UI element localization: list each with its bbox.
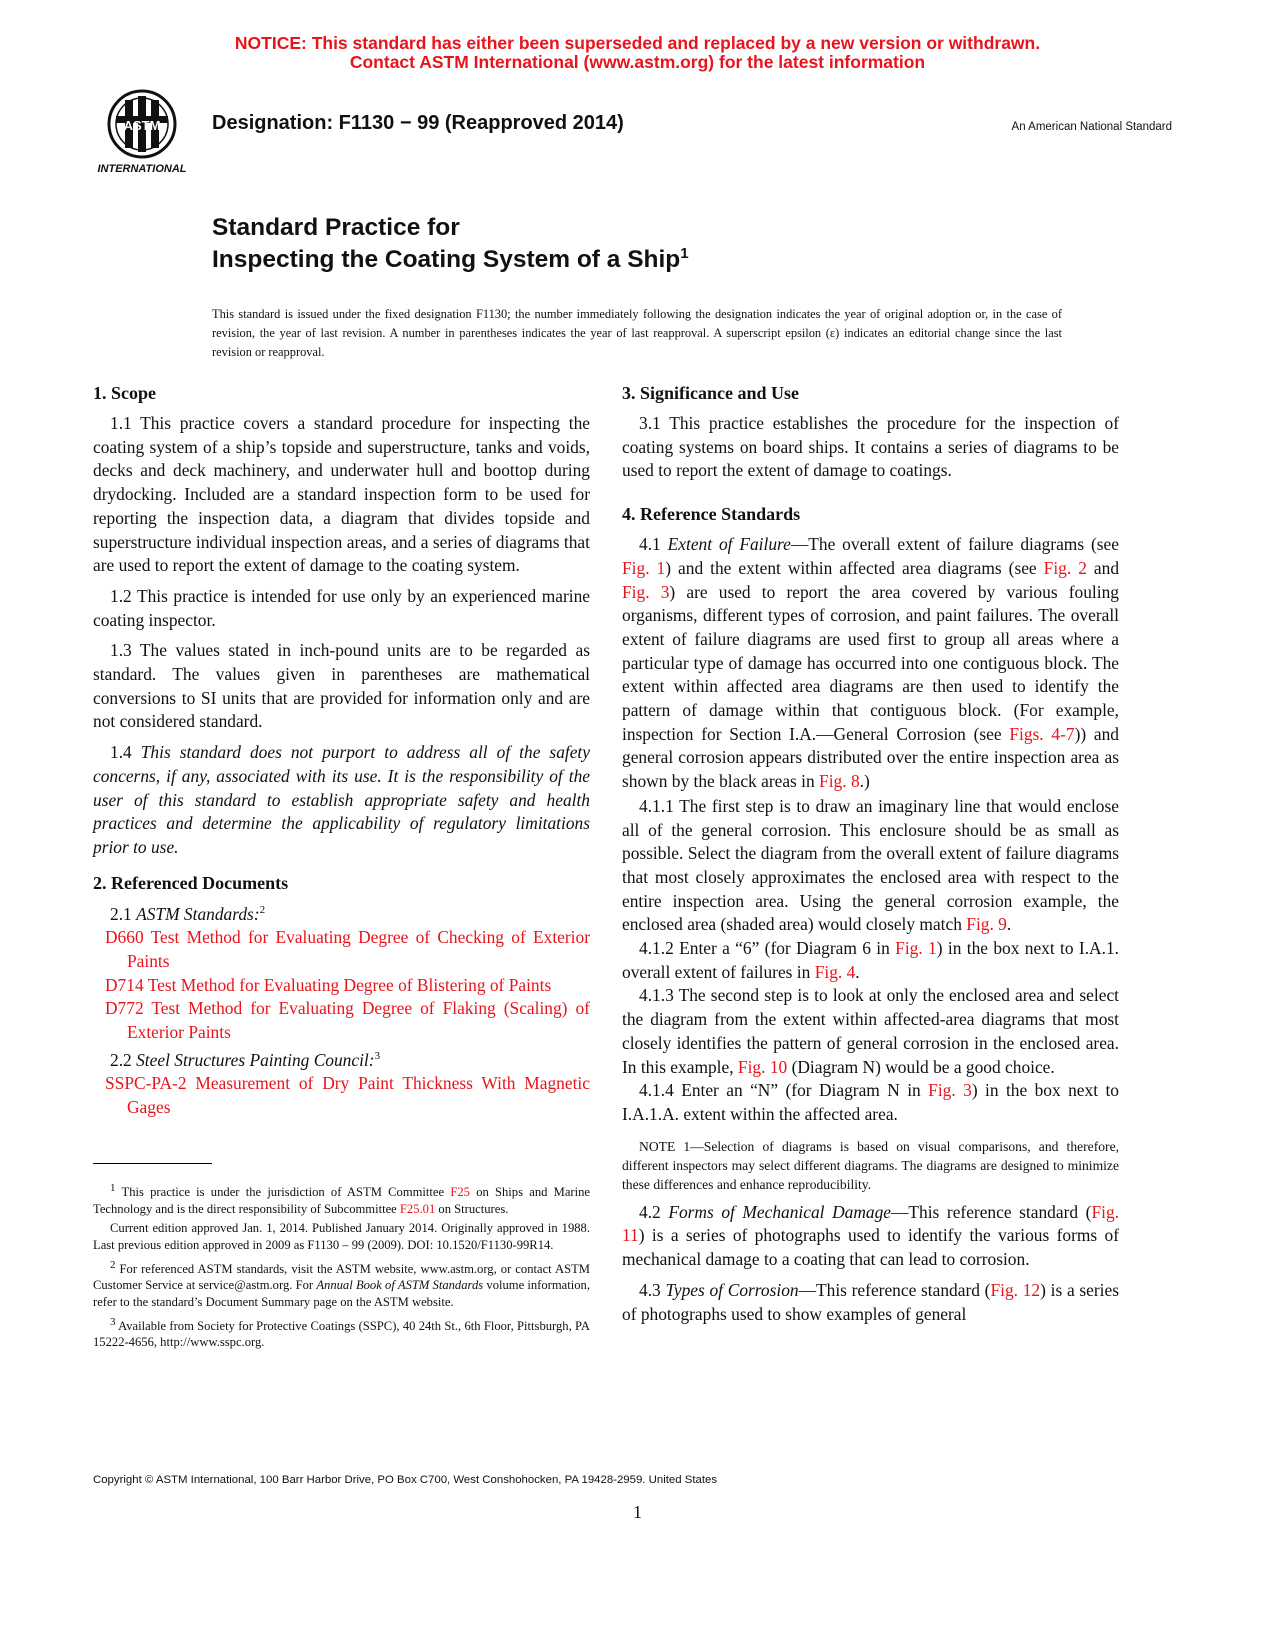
preamble: This standard is issued under the fixed designation F1130; the number immediately following the designation indicates the year of original adoption or, in the case of revision, the year of last revision. A number in parentheses indicates the year of last reapproval. A superscript epsilon (ε) indicates an editorial change since the last revision or reapproval. (212, 307, 1062, 359)
sspc-label: 2.2 Steel Structures Painting Council:$^3$ (110, 1049, 381, 1070)
copyright: Copyright © ASTM International, 100 Barr Harbor Drive, PO Box C700, West Conshohocken, PA 19428-2959. United States (93, 1474, 718, 1486)
fig-12-link[interactable]: Fig. 12 (990, 1279, 1041, 1300)
footnote-3: $^3$ Available from Society for Protective Coatings (SSPC), 40 24th St., 6th Floor, Pittsburgh, PA 15222-4656, http://www.sspc.org. (93, 1315, 590, 1350)
para-4-1-2: 4.1.2 Enter a “6” (for Diagram 6 in Fig. 1) in the box next to I.A.1. overall extent of failures in Fig. 4. (622, 938, 1119, 982)
ref-sspc-pa-2: SSPC-PA-2 Measurement of Dry Paint Thickness With Magnetic Gages (105, 1073, 590, 1117)
ref-d714-link[interactable]: D714 (105, 974, 144, 995)
american-national-standard-label: An American National Standard (1011, 121, 1172, 133)
para-4-3: 4.3 Types of Corrosion—This reference standard (Fig. 12) is a series of photographs used to show examples of general (622, 1279, 1119, 1324)
ref-d660-link[interactable]: D660 (105, 927, 144, 948)
section-2-heading: 2. Referenced Documents (93, 872, 289, 893)
document-title (212, 212, 689, 276)
para-4-2: 4.2 Forms of Mechanical Damage—This reference standard (Fig. 11) is a series of photographs used to identify the various forms of mechanical damage to a coating that can lead to corrosion. (622, 1201, 1119, 1270)
fig-4-link[interactable]: Fig. 4 (814, 961, 856, 982)
figs-4-7-link[interactable]: Figs. 4-7 (1009, 723, 1075, 744)
ref-d714: D714 Test Method for Evaluating Degree of Blistering of Paints (105, 974, 552, 995)
f25-link[interactable]: F25 (450, 1185, 470, 1200)
fig-3-link[interactable]: Fig. 3 (622, 581, 670, 602)
withdrawal-notice (0, 34, 1275, 72)
designation: Designation: F1130 − 99 (Reapproved 2014) (212, 112, 624, 134)
fig-1-link[interactable]: Fig. 1 (622, 557, 666, 578)
para-1-4: 1.4 This standard does not purport to address all of the safety concerns, if any, associated with its use. It is the responsibility of the user of this standard to establish appropriate safety and health practices and determine the applicability of regulatory limitations prior to use. (93, 742, 590, 857)
footnote-2: $^2$ For referenced ASTM standards, visit the ASTM website, www.astm.org, or contact ASTM Customer Service at service@astm.org. For Annual Book of ASTM Standards volume information, refer to the standard’s Document Summary page on the ASTM website. (93, 1258, 590, 1309)
astm-logo-icon (92, 86, 202, 182)
para-1-3: 1.3 The values stated in inch-pound units are to be regarded as standard. The values given in parentheses are mathematical conversions to SI units that are provided for information only and are not considered standard. (93, 640, 590, 732)
ref-d772: D772 Test Method for Evaluating Degree of Flaking (Scaling) of Exterior Paints (105, 998, 590, 1042)
fig-11-link[interactable]: Fig. 11 (622, 1201, 1119, 1246)
section-1-heading: 1. Scope (93, 383, 156, 403)
footnote-1: $^1$ This practice is under the jurisdiction of ASTM Committee F25 on Ships and Marine Technology and is the direct responsibility of Subcommittee F25.01 on Structures. (93, 1182, 590, 1216)
page-number: 1 (633, 1502, 642, 1522)
fig-8-link[interactable]: Fig. 8 (819, 771, 860, 792)
left-column (93, 383, 590, 1120)
notice-line-1: NOTICE: This standard has either been superseded and replaced by a new version or withdrawn. (234, 33, 1041, 53)
title-line-1: Standard Practice for (212, 214, 460, 241)
section-4-heading: 4. Reference Standards (622, 504, 801, 525)
ref-sspc-link[interactable]: SSPC-PA-2 (105, 1073, 187, 1094)
footnote-divider (93, 1163, 212, 1164)
footnote-1-edition: Current edition approved Jan. 1, 2014. Published January 2014. Originally approved in 1988. Last previous edition approved in 2009 as F1130 – 99 (2009). DOI: 10.1520/F1130-99R14. (93, 1221, 590, 1252)
section-3-heading: 3. Significance and Use (622, 383, 800, 403)
para-1-1: 1.1 This practice covers a standard procedure for inspecting the coating system of a ship’s topside and superstructure, tanks and voids, decks and deck machinery, and underwater hull and boottop during drydocking. Included are a standard inspection form to be used for reporting the inspection data, a diagram that divides topside and superstructure individual inspection areas, and a series of diagrams that are used to report the extent of damage to the coating system. (93, 413, 590, 576)
para-4-1-3: 4.1.3 The second step is to look at only the enclosed area and select the diagram from the extent within affected-area diagrams that most closely identifies the pattern of general corrosion in the enclosed area. In this example, Fig. 10 (Diagram N) would be a good choice. (622, 985, 1119, 1077)
title-line-2: Inspecting the Coating System of a Ship$^1$ (212, 244, 689, 273)
para-4-1: 4.1 Extent of Failure—The overall extent of failure diagrams (see Fig. 1) and the extent within affected area diagrams (see Fig. 2 and Fig. 3) are used to report the area covered by various fouling organisms, different types of corrosion, and paint failures. The overall extent of failure diagrams are used first to group all areas where a particular type of damage has occurred into one contiguous block. The extent within affected area diagrams are then used to identify the pattern of damage within that contiguous block. (For example, inspection for Section I.A.—General Corrosion (see Figs. 4-7)) and general corrosion appears distributed over the entire inspection area as shown by the black areas in Fig. 8.) (622, 534, 1120, 792)
notice-line-2: Contact ASTM International (www.astm.org) for the latest information (349, 52, 926, 72)
fig-2-link[interactable]: Fig. 2 (1043, 557, 1087, 578)
fig-9-link[interactable]: Fig. 9 (966, 914, 1007, 935)
fig-1-link-b[interactable]: Fig. 1 (895, 938, 937, 959)
ref-d660: D660 Test Method for Evaluating Degree of Checking of Exterior Paints (105, 927, 590, 971)
right-column (622, 383, 1119, 1326)
astm-logo (92, 86, 202, 182)
ref-d772-link[interactable]: D772 (105, 998, 144, 1019)
title-footnote-mark: 1 (680, 244, 689, 262)
para-4-1-1: 4.1.1 The first step is to draw an imaginary line that would enclose all of the general corrosion. This enclosure should be as small as possible. Select the diagram from the overall extent of failure diagrams that most closely approximates the enclosed area with respect to the entire inspection area. Using the general corrosion example, the enclosed area (shaded area) would closely match Fig. 9. (622, 795, 1119, 935)
f25-01-link[interactable]: F25.01 (399, 1201, 436, 1216)
footnotes (93, 1180, 590, 1351)
para-4-1-4: 4.1.4 Enter an “N” (for Diagram N in Fig. 3) in the box next to I.A.1.A. extent within the affected area. (622, 1080, 1119, 1124)
astm-standards-label: 2.1 ASTM Standards:$^2$ (110, 903, 266, 924)
logo-international-text: INTERNATIONAL (97, 163, 187, 175)
para-3-1: 3.1 This practice establishes the procedure for the inspection of coating systems on board ships. It contains a series of diagrams to be used to report the extent of damage to coatings. (622, 413, 1119, 481)
logo-mark-text: ASTM (123, 118, 161, 133)
fig-10-link[interactable]: Fig. 10 (737, 1056, 788, 1077)
fig-3-link-b[interactable]: Fig. 3 (928, 1080, 972, 1101)
note-1: NOTE 1—Selection of diagrams is based on visual comparisons, and therefore, different inspectors may select different diagrams. The diagrams are designed to minimize these differences and enhance reproducibility. (622, 1138, 1119, 1192)
para-1-2: 1.2 This practice is intended for use only by an experienced marine coating inspector. (93, 585, 590, 630)
